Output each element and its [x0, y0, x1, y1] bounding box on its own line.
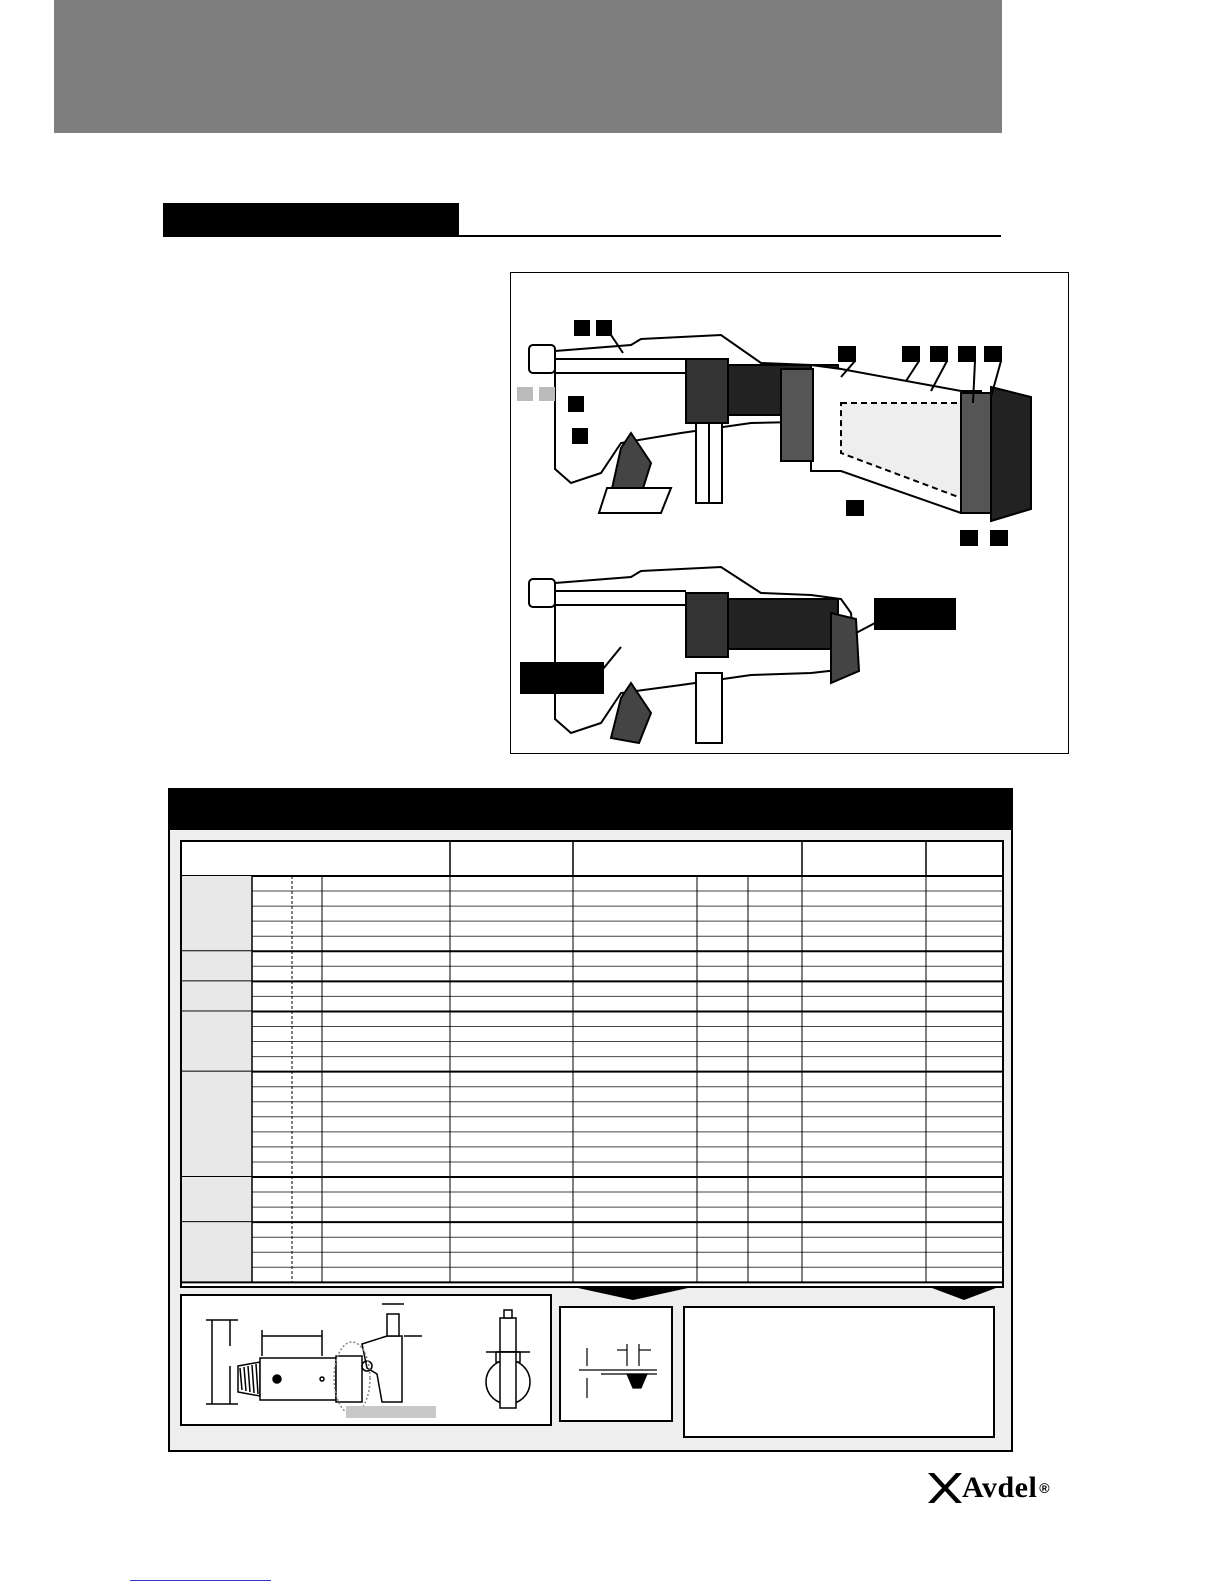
avdel-double-chevron-logo-icon — [928, 1473, 962, 1503]
parts-table-panel — [168, 788, 1013, 1452]
table-group-cell — [182, 951, 252, 981]
registered-mark: ® — [1039, 1480, 1050, 1496]
parts-table-grid-lines — [182, 842, 1002, 1286]
table-group-cell — [182, 1011, 252, 1071]
table-group-cell — [182, 981, 252, 1011]
table-group-cell — [182, 1072, 252, 1177]
notes-box — [683, 1306, 995, 1438]
table-group-cell — [182, 876, 252, 951]
avdel-logo — [928, 1470, 1050, 1506]
header-band — [54, 0, 1002, 133]
tool-cross-section-diagram — [510, 272, 1069, 754]
gap-dimension-icon — [561, 1308, 671, 1420]
section-divider — [163, 235, 1001, 237]
table-group-cell — [182, 1177, 252, 1222]
arrow-down-icon — [932, 1288, 996, 1300]
section-heading-bar — [163, 203, 459, 236]
parts-table — [180, 840, 1004, 1288]
arrow-down-icon — [578, 1288, 688, 1300]
rivet-tool-cross-section-icon — [511, 273, 1068, 753]
footer-link-underline[interactable] — [130, 1580, 271, 1581]
gap-detail-box — [559, 1306, 673, 1422]
logo-text: Avdel — [962, 1471, 1038, 1504]
table-group-cell — [182, 1222, 252, 1282]
table-title-bar — [170, 790, 1011, 830]
nose-assembly-dimension-icon — [182, 1296, 550, 1424]
nose-assembly-drawing-box — [180, 1294, 552, 1426]
